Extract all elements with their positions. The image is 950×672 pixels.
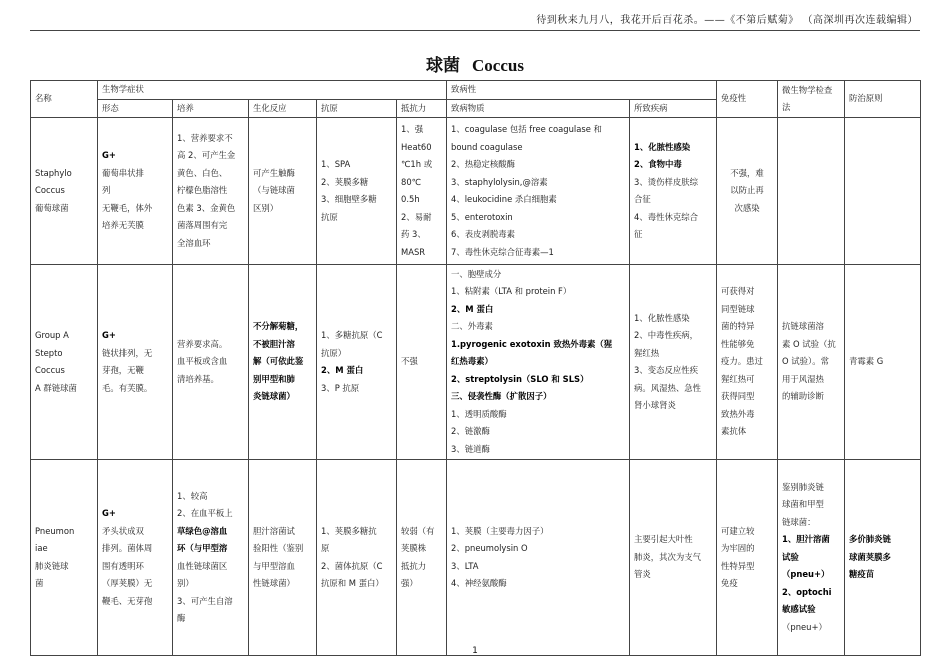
cell-line: Group A (35, 330, 69, 340)
cell-biochem (249, 460, 317, 656)
cell-line: 主要引起大叶性 (634, 534, 693, 545)
cell-disease (630, 118, 717, 265)
cell-line: 黄色、白色、 (177, 167, 228, 178)
cell-line: bound coagulase (451, 141, 523, 152)
cell-line: 鉴别肺炎链 (782, 481, 824, 492)
cell-line: 1、荚膜（主要毒力因子） (451, 525, 549, 536)
cell-virulence (447, 118, 630, 265)
cell-line: 与甲型溶血 (253, 560, 295, 571)
cell-line: 管炎 (634, 569, 651, 580)
cell-line: 较弱（有 (401, 525, 435, 536)
cell-line: 4、神经氨酸酶 (451, 578, 507, 588)
cell-line: 排列。菌体周 (102, 543, 153, 553)
cell-line: Coccus (35, 185, 65, 196)
cell-line: 1、粘附素（LTA 和 protein F） (451, 286, 572, 297)
cell-line: 抗原和 M 蛋白） (321, 578, 384, 588)
cell-line: 毛。有芙膜。 (102, 382, 153, 393)
cell-line: G+ (102, 508, 116, 518)
cell-line: 围有透明环 (102, 560, 144, 571)
cell-line: （厚荚膜）无 (102, 578, 153, 588)
cell-line: 以防止再 (730, 185, 764, 196)
cell-immunity (717, 118, 778, 265)
cell-line: 2、食物中毒 (634, 159, 682, 169)
cell-line: 胆汁溶菌试 (253, 525, 295, 536)
cell-micro-exam (778, 265, 845, 460)
cell-line: 不强 (401, 356, 418, 367)
cell-line: 3、LTA (451, 560, 479, 571)
cell-line: 1、荚膜多糖抗 (321, 525, 377, 536)
cell-line: 肺炎链球 (35, 560, 69, 571)
cell-line: 4、leukocidine 杀白细胞素 (451, 194, 557, 204)
cell-line: 一、胞壁成分 (451, 268, 502, 279)
cell-line: 草绿色@溶血 (177, 525, 228, 536)
cell-disease (630, 460, 717, 656)
cell-line: 不强，难 (730, 167, 764, 178)
table-row-strep (31, 265, 921, 460)
cell-immunity (717, 265, 778, 460)
cell-line: 1、SPA (321, 159, 351, 169)
cell-line: 1、多糖抗原（C (321, 330, 383, 340)
cell-line: 不被胆汁溶 (253, 338, 295, 349)
cell-antigen (317, 118, 397, 265)
cell-line: 2、中毒性疾病， (634, 330, 698, 340)
cell-line: 3、细胞壁多糖 (321, 194, 377, 204)
cell-line: 培养无芙膜 (102, 220, 144, 231)
cell-line: 炎链球菌） (253, 391, 295, 402)
cell-line: 2、M 蛋白 (321, 365, 364, 375)
cell-line: 链状排列，无 (102, 347, 153, 358)
cell-line: 全溶血环 (177, 237, 211, 248)
cell-line: 菌的特异 (721, 321, 755, 332)
cell-line: 二、外毒素 (451, 321, 493, 332)
cell-line: 1、透明质酸酶 (451, 408, 507, 419)
cell-line: 矛头状成双 (102, 525, 144, 536)
col-header-immunity: 免疫性 (717, 81, 778, 118)
cell-line: 3、可产生自溶 (177, 595, 233, 606)
cell-line: 致热外毒 (721, 408, 755, 419)
cell-line: 抗链球菌溶 (782, 321, 824, 332)
cell-line: iae (35, 543, 48, 553)
cell-line: 别甲型和肺 (253, 373, 295, 384)
col-header-morph: 形态 (98, 99, 173, 118)
title-en: Coccus (472, 56, 524, 75)
cell-line: 2、pneumolysin O (451, 543, 528, 553)
cell-line: 次感染 (734, 202, 760, 213)
cell-line: 1、营养要求不 (177, 132, 233, 143)
cell-name (31, 118, 98, 265)
cell-line: 3、链道酶 (451, 443, 490, 454)
cell-prevention (845, 265, 921, 460)
cell-morph (98, 460, 173, 656)
cell-culture (173, 460, 249, 656)
cell-line: 葡萄球菌 (35, 202, 69, 213)
cell-immunity (717, 460, 778, 656)
cell-line: 糖疫苗 (849, 569, 875, 580)
cell-line: 葡萄串状排 (102, 167, 144, 178)
title-cn: 球菌 (426, 56, 461, 76)
cell-line: 酶 (177, 613, 186, 623)
cell-line: 解（可依此鉴 (253, 356, 304, 367)
cell-line: 营养要求高。 (177, 338, 228, 349)
cell-line: （pneu+） (782, 621, 827, 632)
cell-line: 柠檬色脂溶性 (177, 185, 228, 196)
cell-line: 荚膜株 (401, 543, 427, 553)
col-header-biochem: 生化反应 (249, 99, 317, 118)
cell-line: 鞭毛、无芽孢 (102, 595, 153, 606)
cell-line: 同型链球 (721, 303, 755, 314)
cell-line: 3、P 抗原 (321, 382, 360, 393)
cell-biochem (249, 265, 317, 460)
cell-line: 1、化脓性感染 (634, 141, 691, 152)
table-row-staph (31, 118, 921, 265)
col-header-prevention: 防治原则 (845, 81, 921, 118)
cell-culture (173, 118, 249, 265)
cell-line: 高 2、可产生金 (177, 150, 236, 161)
cell-line: 肺炎，其次为支气 (634, 551, 702, 562)
cell-line: 肾小球肾炎 (634, 400, 676, 410)
cell-line: 抗原 (321, 211, 338, 222)
cell-line: 血平板或含血 (177, 356, 228, 367)
cell-line: 3、烫伤样皮肤综 (634, 176, 698, 187)
col-header-name: 名称 (31, 81, 98, 118)
cell-line: 合征 (634, 194, 651, 204)
header-row-1 (31, 81, 921, 100)
cell-resistance (397, 460, 447, 656)
cell-line: 清培养基。 (177, 373, 219, 384)
cell-line: 菌落周围有完 (177, 220, 228, 231)
cell-line: 1、较高 (177, 490, 208, 501)
coccus-table (30, 80, 921, 656)
cell-line: MASR (401, 246, 426, 257)
cell-line: 获得同型 (721, 391, 755, 402)
cell-line: Coccus (35, 365, 65, 375)
cell-virulence (447, 460, 630, 656)
cell-line: 列 (102, 185, 111, 196)
cell-line: G+ (102, 330, 116, 340)
cell-line: 免疫 (721, 578, 738, 588)
cell-micro-exam (778, 118, 845, 265)
cell-line: 区别） (253, 202, 279, 213)
cell-line: 血性链球菌区 (177, 560, 228, 571)
col-header-culture: 培养 (173, 99, 249, 118)
cell-line: 性特异型 (721, 560, 755, 571)
cell-line: 2、optochi (782, 586, 832, 597)
table-row-pneumo (31, 460, 921, 656)
cell-line: 1、coagulase 包括 free coagulase 和 (451, 124, 602, 134)
cell-line: 性能够免 (721, 338, 755, 349)
cell-antigen (317, 265, 397, 460)
cell-virulence (447, 265, 630, 460)
cell-line: 青霉素 G (849, 356, 884, 367)
cell-line: 抵抗力 (401, 560, 427, 571)
cell-micro-exam (778, 460, 845, 656)
cell-line: 可建立较 (721, 525, 755, 536)
running-header: 待到秋来九月八，我花开后百花杀。——《不第后赋菊》 （高深圳再次连载编辑） (536, 15, 918, 26)
col-header-antigen: 抗原 (317, 99, 397, 118)
cell-line: 敏感试验 (782, 604, 816, 615)
cell-resistance (397, 118, 447, 265)
page-title (0, 51, 950, 76)
cell-line: 不分解菊糖， (253, 321, 304, 332)
cell-antigen (317, 460, 397, 656)
cell-line: 2、热稳定核酸酶 (451, 159, 515, 169)
cell-line: G+ (102, 150, 116, 161)
cell-line: 猩红热可 (721, 373, 755, 384)
cell-line: 环（与甲型溶 (177, 543, 228, 553)
cell-line: 色素 3、金黄色 (177, 202, 236, 213)
cell-line: 1、胆汁溶菌 (782, 534, 830, 545)
cell-line: 强） (401, 578, 418, 588)
cell-line: 征 (634, 229, 643, 239)
cell-line: 2、M 蛋白 (451, 303, 494, 314)
cell-line: 4、毒性休克综合 (634, 211, 698, 222)
cell-line: 3、变态反应性疾 (634, 365, 698, 375)
page-number: 1 (472, 646, 478, 656)
cell-line: 1.pyrogenic exotoxin 致热外毒素（猩 (451, 338, 613, 349)
cell-line: 5、enterotoxin (451, 211, 513, 222)
cell-line: 7、毒性休克综合征毒素—1 (451, 246, 554, 257)
cell-morph (98, 265, 173, 460)
cell-resistance (397, 265, 447, 460)
cell-line: 链球菌： (782, 516, 816, 527)
col-header-micro-exam: 微生物学检查法 (778, 81, 845, 118)
cell-prevention (845, 118, 921, 265)
cell-line: 2、菌体抗原（C (321, 560, 383, 571)
col-header-virulence: 致病物质 (447, 99, 630, 118)
cell-line: 三、侵袭性酶（扩散因子） (451, 391, 552, 402)
cell-line: 为牢固的 (721, 543, 755, 553)
cell-line: 疫力。患过 (721, 356, 763, 367)
cell-culture (173, 265, 249, 460)
cell-line: 原 (321, 543, 330, 553)
cell-name (31, 460, 98, 656)
cell-line: 素 O 试验（抗 (782, 338, 836, 349)
cell-line: O 试验）。常 (782, 356, 829, 367)
cell-line: 芽孢，无鞭 (102, 365, 144, 375)
cell-line: 1、强 (401, 124, 424, 134)
col-header-resistance: 抵抗力 (397, 99, 447, 118)
cell-line: 验阳性（鉴别 (253, 543, 304, 553)
cell-line: 可获得对 (721, 286, 755, 297)
cell-line: 1、化脓性感染 (634, 312, 690, 323)
cell-line: 2、streptolysin（SLO 和 SLS） (451, 373, 589, 384)
cell-line: Heat60 (401, 141, 432, 152)
col-header-path-group: 致病性 (447, 81, 717, 100)
cell-line: 的辅助诊断 (782, 391, 824, 402)
cell-line: 球菌和甲型 (782, 499, 824, 510)
cell-line: Stepto (35, 347, 63, 358)
cell-disease (630, 265, 717, 460)
cell-line: 80℃ (401, 176, 422, 187)
cell-line: 菌 (35, 578, 44, 588)
cell-name (31, 265, 98, 460)
cell-line: 红热毒素） (451, 356, 493, 367)
cell-line: 3、staphylolysin,@溶素 (451, 176, 548, 187)
cell-line: 多价肺炎链 (849, 534, 891, 545)
cell-line: 用于风湿热 (782, 373, 824, 384)
cell-line: 2、链激酶 (451, 426, 490, 437)
cell-line: 猩红热 (634, 347, 660, 358)
cell-prevention (845, 460, 921, 656)
cell-line: 2、荚膜多糖 (321, 176, 369, 187)
cell-line: Staphylo (35, 167, 72, 178)
header-rule (30, 30, 920, 31)
cell-line: 0.5h (401, 194, 420, 204)
cell-line: 性链球菌） (253, 578, 295, 588)
cell-line: 试验（pneu+） (782, 551, 830, 580)
cell-line: A 群链球菌 (35, 382, 77, 393)
cell-line: 6、表皮剥脱毒素 (451, 229, 515, 239)
col-header-bio-group: 生物学症状 (98, 81, 447, 100)
cell-line: 球菌荚膜多 (849, 551, 891, 562)
cell-line: 2、易耐 (401, 211, 432, 222)
cell-line: ℃1h 或 (401, 159, 433, 169)
cell-line: Pneumon (35, 525, 75, 536)
cell-line: 无鞭毛，体外 (102, 202, 153, 213)
cell-line: 药 3、 (401, 229, 426, 239)
cell-biochem (249, 118, 317, 265)
cell-morph (98, 118, 173, 265)
cell-line: 2、在血平板上 (177, 508, 233, 518)
cell-line: 病。风湿热、急性 (634, 382, 702, 393)
cell-line: 抗原） (321, 347, 347, 358)
cell-line: （与链球菌 (253, 185, 295, 196)
cell-line: 可产生触酶 (253, 167, 295, 178)
cell-line: 素抗体 (721, 426, 747, 437)
cell-line: 别） (177, 578, 194, 588)
col-header-disease: 所致疾病 (630, 99, 717, 118)
